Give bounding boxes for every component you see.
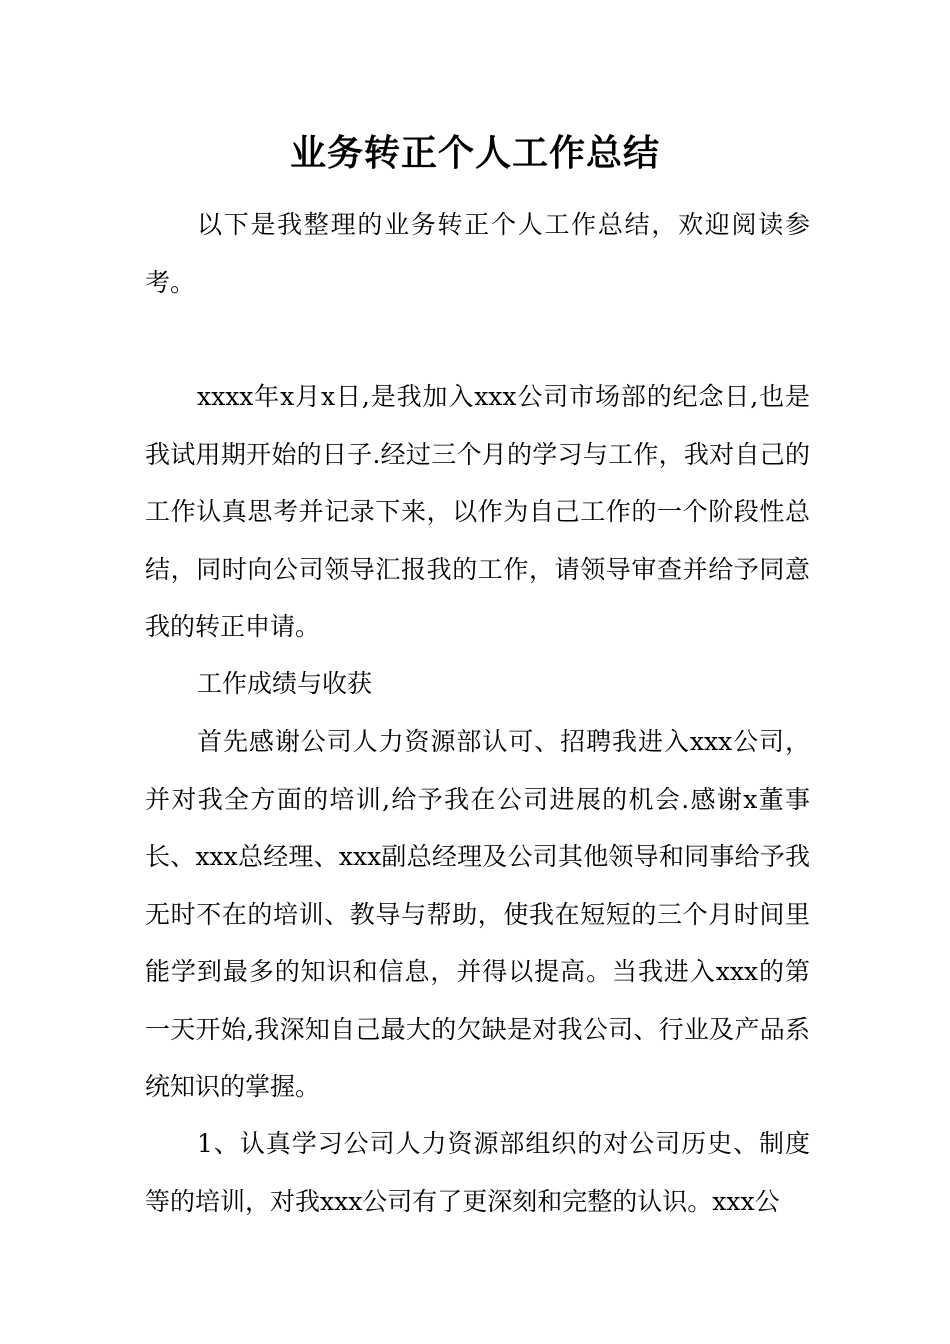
- body-paragraph-3: 1、认真学习公司人力资源部组织的对公司历史、制度等的培训，对我xxx公司有了更深刻和完整的认识。xxx公: [145, 1129, 810, 1216]
- body-paragraph-1: xxxx年x月x日,是我加入xxx公司市场部的纪念日,也是我试用期开始的日子.经过三个月的学习与工作，我对自己的工作认真思考并记录下来，以作为自己工作的一个阶段性总结，同时向公司领导汇报我的工作，请领导审查并给予同意我的转正申请。: [145, 382, 810, 641]
- body-paragraph-2: 首先感谢公司人力资源部认可、招聘我进入xxx公司，并对我全方面的培训,给予我在公司进展的机会.感谢x董事长、xxx总经理、xxx副总经理及公司其他领导和同事给予我无时不在的培训、教导与帮助，使我在短短的三个月时间里能学到最多的知识和信息，并得以提高。当我进入xxx的第一天开始,我深知自己最大的欠缺是对我公司、行业及产品系统知识的掌握。: [145, 727, 810, 1101]
- intro-paragraph: 以下是我整理的业务转正个人工作总结，欢迎阅读参考。: [145, 210, 810, 297]
- section-heading: 工作成绩与收获: [197, 669, 373, 698]
- document-title: 业务转正个人工作总结: [289, 133, 660, 174]
